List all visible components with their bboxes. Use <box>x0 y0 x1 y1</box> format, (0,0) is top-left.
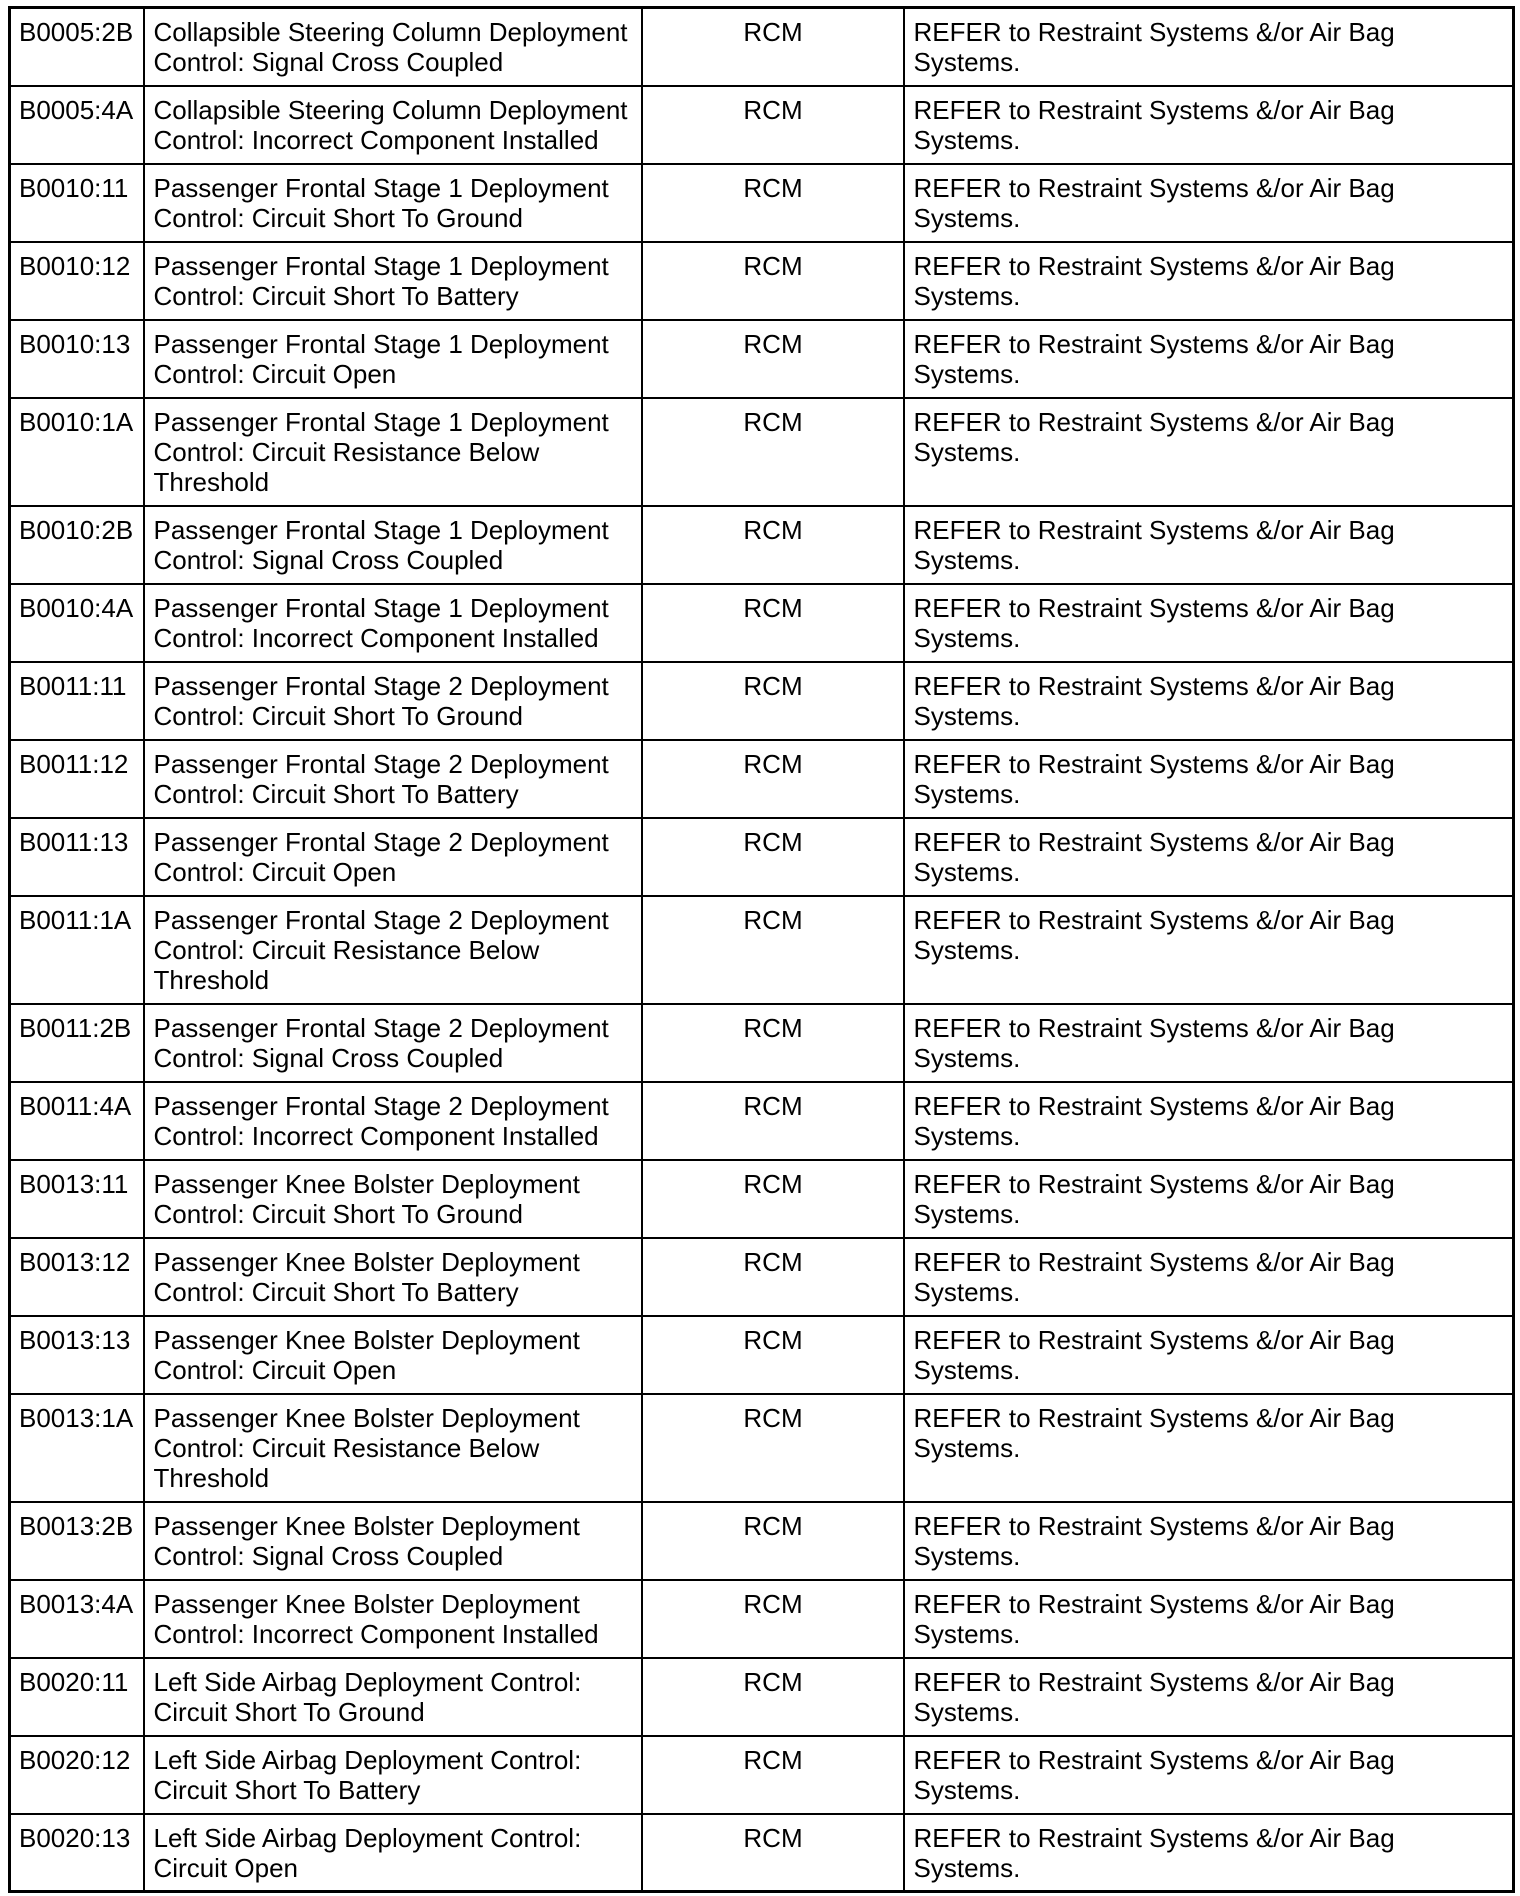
action: REFER to Restraint Systems &/or Air Bag Systems. <box>904 1658 1514 1736</box>
module: RCM <box>642 398 904 506</box>
table-row <box>10 818 1514 896</box>
dtc-description: Passenger Knee Bolster Deployment Control: Circuit Short To Battery <box>144 1238 642 1316</box>
module: RCM <box>642 740 904 818</box>
dtc-code: B0011:13 <box>10 818 144 896</box>
module: RCM <box>642 164 904 242</box>
dtc-description: Left Side Airbag Deployment Control: Circuit Short To Battery <box>144 1736 642 1814</box>
dtc-description: Passenger Knee Bolster Deployment Control: Circuit Open <box>144 1316 642 1394</box>
dtc-description: Passenger Frontal Stage 1 Deployment Control: Incorrect Component Installed <box>144 584 642 662</box>
dtc-code: B0010:2B <box>10 506 144 584</box>
dtc-description: Passenger Frontal Stage 1 Deployment Control: Circuit Open <box>144 320 642 398</box>
dtc-description: Passenger Frontal Stage 2 Deployment Control: Incorrect Component Installed <box>144 1082 642 1160</box>
dtc-code: B0010:4A <box>10 584 144 662</box>
dtc-code: B0005:2B <box>10 8 144 86</box>
table-row <box>10 1580 1514 1658</box>
table-row <box>10 1316 1514 1394</box>
module: RCM <box>642 1160 904 1238</box>
dtc-table <box>8 6 1515 1893</box>
action: REFER to Restraint Systems &/or Air Bag Systems. <box>904 1736 1514 1814</box>
table-row <box>10 1658 1514 1736</box>
action: REFER to Restraint Systems &/or Air Bag Systems. <box>904 506 1514 584</box>
module: RCM <box>642 1082 904 1160</box>
module: RCM <box>642 1814 904 1892</box>
action: REFER to Restraint Systems &/or Air Bag Systems. <box>904 164 1514 242</box>
dtc-code: B0013:1A <box>10 1394 144 1502</box>
action: REFER to Restraint Systems &/or Air Bag Systems. <box>904 1316 1514 1394</box>
action: REFER to Restraint Systems &/or Air Bag Systems. <box>904 398 1514 506</box>
action: REFER to Restraint Systems &/or Air Bag Systems. <box>904 320 1514 398</box>
dtc-description: Passenger Frontal Stage 2 Deployment Control: Circuit Short To Ground <box>144 662 642 740</box>
dtc-code: B0011:2B <box>10 1004 144 1082</box>
table-row <box>10 1502 1514 1580</box>
table-row <box>10 1238 1514 1316</box>
dtc-description: Left Side Airbag Deployment Control: Circuit Open <box>144 1814 642 1892</box>
action: REFER to Restraint Systems &/or Air Bag Systems. <box>904 584 1514 662</box>
action: REFER to Restraint Systems &/or Air Bag Systems. <box>904 1238 1514 1316</box>
table-row <box>10 896 1514 1004</box>
module: RCM <box>642 86 904 164</box>
module: RCM <box>642 1004 904 1082</box>
dtc-code: B0010:12 <box>10 242 144 320</box>
module: RCM <box>642 1394 904 1502</box>
action: REFER to Restraint Systems &/or Air Bag Systems. <box>904 740 1514 818</box>
dtc-code: B0011:12 <box>10 740 144 818</box>
table-row <box>10 242 1514 320</box>
module: RCM <box>642 8 904 86</box>
action: REFER to Restraint Systems &/or Air Bag Systems. <box>904 1814 1514 1892</box>
module: RCM <box>642 1736 904 1814</box>
dtc-description: Passenger Frontal Stage 2 Deployment Control: Circuit Short To Battery <box>144 740 642 818</box>
dtc-description: Left Side Airbag Deployment Control: Circuit Short To Ground <box>144 1658 642 1736</box>
dtc-description: Passenger Frontal Stage 2 Deployment Control: Circuit Open <box>144 818 642 896</box>
module: RCM <box>642 1502 904 1580</box>
module: RCM <box>642 1658 904 1736</box>
table-row <box>10 740 1514 818</box>
module: RCM <box>642 584 904 662</box>
dtc-description: Passenger Knee Bolster Deployment Control: Signal Cross Coupled <box>144 1502 642 1580</box>
module: RCM <box>642 242 904 320</box>
dtc-code: B0013:4A <box>10 1580 144 1658</box>
action: REFER to Restraint Systems &/or Air Bag Systems. <box>904 1004 1514 1082</box>
table-row <box>10 1736 1514 1814</box>
dtc-code: B0020:11 <box>10 1658 144 1736</box>
dtc-code: B0011:11 <box>10 662 144 740</box>
dtc-description: Passenger Frontal Stage 1 Deployment Control: Signal Cross Coupled <box>144 506 642 584</box>
table-row <box>10 1394 1514 1502</box>
action: REFER to Restraint Systems &/or Air Bag Systems. <box>904 1502 1514 1580</box>
action: REFER to Restraint Systems &/or Air Bag Systems. <box>904 1580 1514 1658</box>
dtc-code: B0010:13 <box>10 320 144 398</box>
dtc-description: Collapsible Steering Column Deployment Control: Incorrect Component Installed <box>144 86 642 164</box>
dtc-description: Passenger Knee Bolster Deployment Control: Circuit Short To Ground <box>144 1160 642 1238</box>
dtc-description: Passenger Frontal Stage 2 Deployment Control: Circuit Resistance Below Threshold <box>144 896 642 1004</box>
module: RCM <box>642 1238 904 1316</box>
table-row <box>10 320 1514 398</box>
action: REFER to Restraint Systems &/or Air Bag Systems. <box>904 1082 1514 1160</box>
module: RCM <box>642 662 904 740</box>
action: REFER to Restraint Systems &/or Air Bag Systems. <box>904 86 1514 164</box>
dtc-description: Collapsible Steering Column Deployment Control: Signal Cross Coupled <box>144 8 642 86</box>
dtc-description: Passenger Frontal Stage 1 Deployment Control: Circuit Short To Battery <box>144 242 642 320</box>
dtc-code: B0020:13 <box>10 1814 144 1892</box>
dtc-description: Passenger Frontal Stage 2 Deployment Control: Signal Cross Coupled <box>144 1004 642 1082</box>
dtc-code: B0013:11 <box>10 1160 144 1238</box>
table-row <box>10 662 1514 740</box>
action: REFER to Restraint Systems &/or Air Bag Systems. <box>904 1160 1514 1238</box>
action: REFER to Restraint Systems &/or Air Bag Systems. <box>904 242 1514 320</box>
dtc-code: B0005:4A <box>10 86 144 164</box>
table-row <box>10 398 1514 506</box>
table-row <box>10 164 1514 242</box>
action: REFER to Restraint Systems &/or Air Bag Systems. <box>904 818 1514 896</box>
table-row <box>10 8 1514 86</box>
action: REFER to Restraint Systems &/or Air Bag Systems. <box>904 662 1514 740</box>
dtc-description: Passenger Knee Bolster Deployment Control: Circuit Resistance Below Threshold <box>144 1394 642 1502</box>
dtc-description: Passenger Frontal Stage 1 Deployment Control: Circuit Resistance Below Threshold <box>144 398 642 506</box>
table-row <box>10 584 1514 662</box>
table-row <box>10 1160 1514 1238</box>
module: RCM <box>642 506 904 584</box>
module: RCM <box>642 818 904 896</box>
dtc-code: B0020:12 <box>10 1736 144 1814</box>
module: RCM <box>642 1316 904 1394</box>
dtc-table-body <box>10 8 1514 1892</box>
dtc-code: B0013:12 <box>10 1238 144 1316</box>
table-row <box>10 86 1514 164</box>
action: REFER to Restraint Systems &/or Air Bag Systems. <box>904 896 1514 1004</box>
dtc-code: B0010:1A <box>10 398 144 506</box>
dtc-code: B0011:1A <box>10 896 144 1004</box>
module: RCM <box>642 896 904 1004</box>
module: RCM <box>642 1580 904 1658</box>
dtc-code: B0013:2B <box>10 1502 144 1580</box>
table-row <box>10 1082 1514 1160</box>
action: REFER to Restraint Systems &/or Air Bag Systems. <box>904 1394 1514 1502</box>
module: RCM <box>642 320 904 398</box>
dtc-description: Passenger Knee Bolster Deployment Control: Incorrect Component Installed <box>144 1580 642 1658</box>
table-row <box>10 1004 1514 1082</box>
table-row <box>10 506 1514 584</box>
dtc-code: B0013:13 <box>10 1316 144 1394</box>
action: REFER to Restraint Systems &/or Air Bag Systems. <box>904 8 1514 86</box>
dtc-description: Passenger Frontal Stage 1 Deployment Control: Circuit Short To Ground <box>144 164 642 242</box>
table-row <box>10 1814 1514 1892</box>
dtc-code: B0010:11 <box>10 164 144 242</box>
dtc-code: B0011:4A <box>10 1082 144 1160</box>
